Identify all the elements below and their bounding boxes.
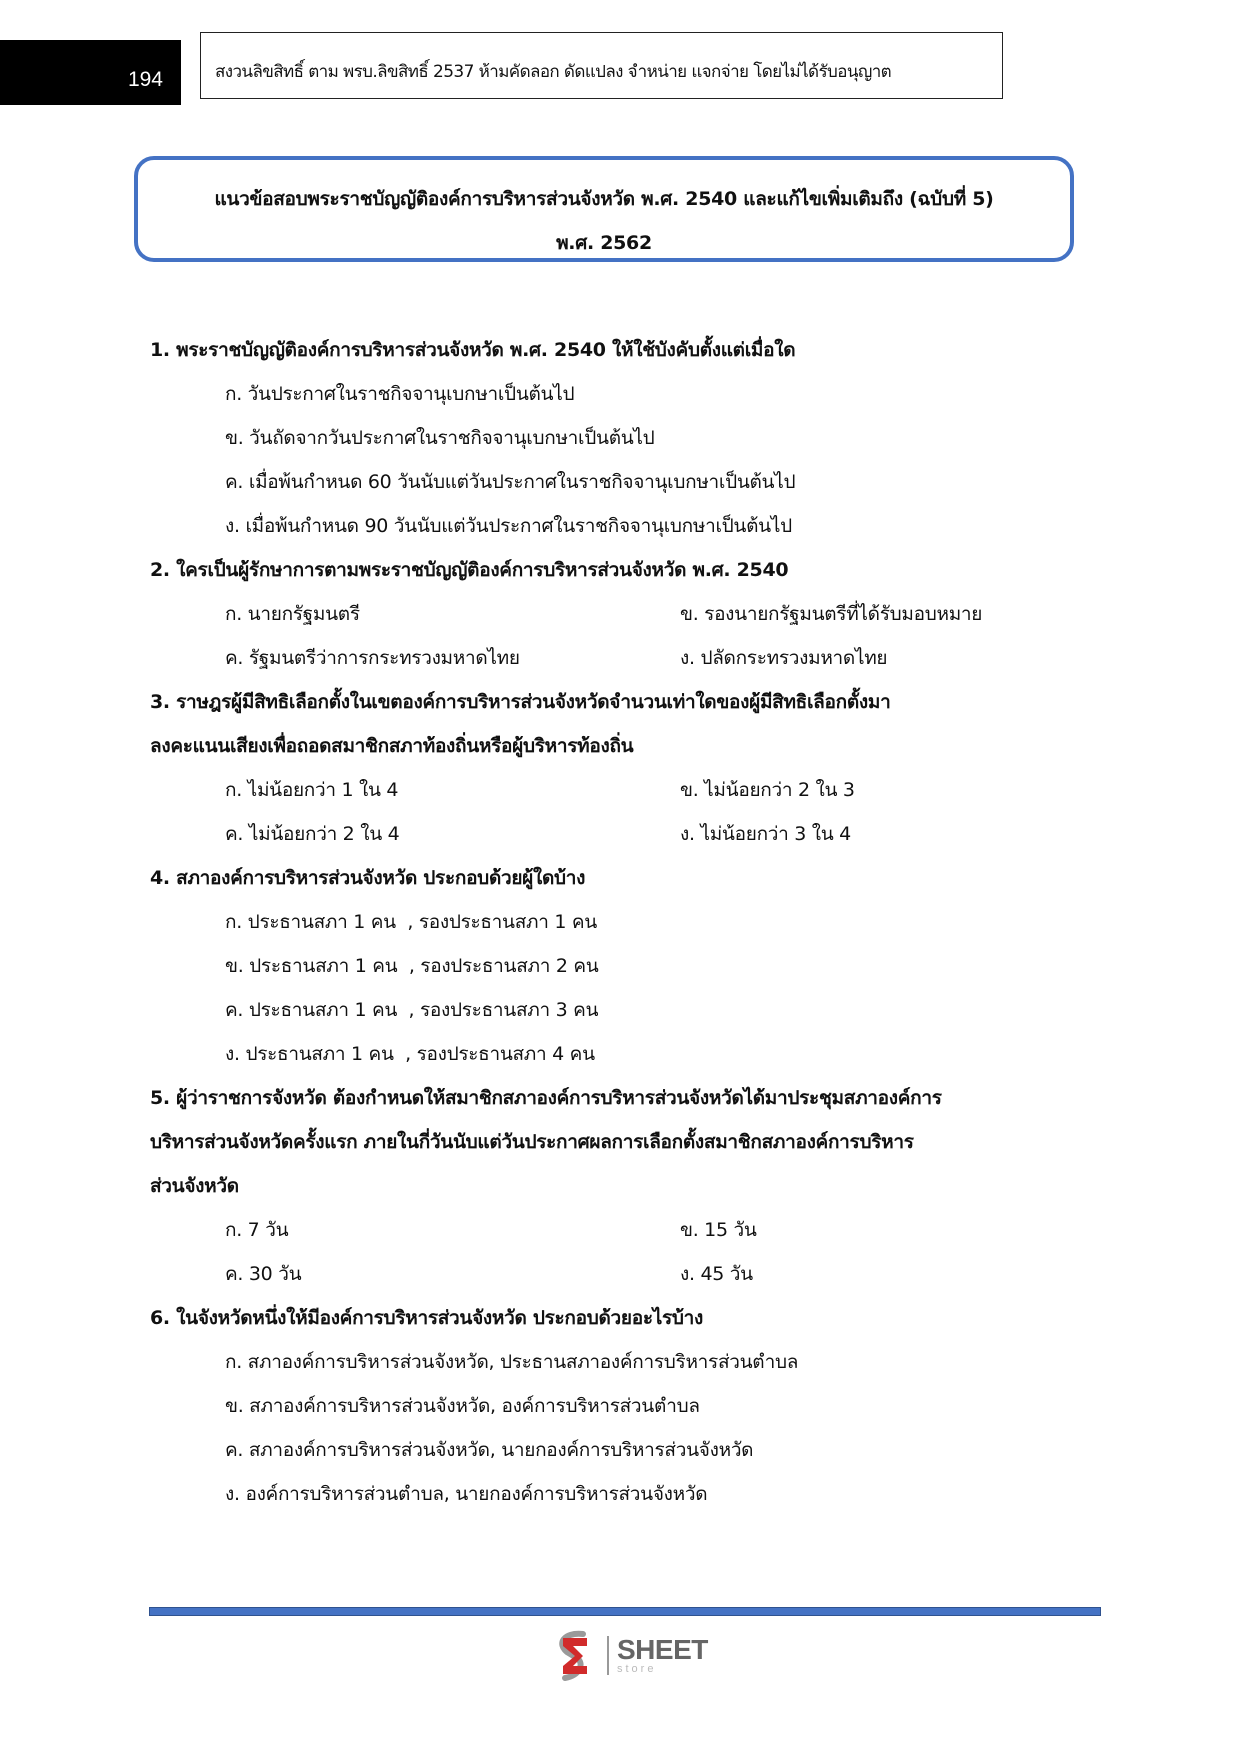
- option-a: ก. สภาองค์การบริหารส่วนจังหวัด, ประธานสภาองค์การบริหารส่วนตำบล: [225, 1351, 799, 1373]
- option-b: ข. ไม่น้อยกว่า 2 ใน 3: [680, 779, 855, 801]
- question-text: 2. ใครเป็นผู้รักษาการตามพระราชบัญญัติองค์การบริหารส่วนจังหวัด พ.ศ. 2540: [150, 559, 789, 581]
- option-a: ก. ไม่น้อยกว่า 1 ใน 4: [225, 779, 399, 801]
- question-3: [150, 680, 1100, 856]
- question-2: [150, 548, 1100, 680]
- page-number: 194: [0, 40, 181, 105]
- title-line-2: พ.ศ. 2562: [556, 232, 652, 254]
- option-d: ง. ปลัดกระทรวงมหาดไทย: [680, 647, 888, 669]
- logo-wordmark: [607, 1636, 708, 1675]
- option-a: ก. ประธานสภา 1 คน , รองประธานสภา 1 คน: [225, 911, 597, 933]
- option-b: ข. รองนายกรัฐมนตรีที่ได้รับมอบหมาย: [680, 603, 983, 625]
- copyright-notice: สงวนลิขสิทธิ์ ตาม พรบ.ลิขสิทธิ์ 2537 ห้ามคัดลอก ดัดแปลง จำหน่าย แจกจ่าย โดยไม่ได้รับอนุญาต: [200, 32, 1003, 99]
- question-5: [150, 1076, 1100, 1296]
- option-b: ข. สภาองค์การบริหารส่วนจังหวัด, องค์การบริหารส่วนตำบล: [225, 1395, 700, 1417]
- option-a: ก. นายกรัฐมนตรี: [225, 603, 360, 625]
- question-text-line-2: ลงคะแนนเสียงเพื่อถอดสมาชิกสภาท้องถิ่นหรือผู้บริหารท้องถิ่น: [150, 735, 634, 757]
- footer-divider: [149, 1607, 1101, 1616]
- sheet-store-logo: [553, 1628, 708, 1683]
- option-c: ค. ไม่น้อยกว่า 2 ใน 4: [225, 823, 400, 845]
- option-d: ง. 45 วัน: [680, 1263, 753, 1285]
- option-d: ง. องค์การบริหารส่วนตำบล, นายกองค์การบริหารส่วนจังหวัด: [225, 1483, 708, 1505]
- question-text-line-3: ส่วนจังหวัด: [150, 1175, 239, 1197]
- question-4: [150, 856, 1100, 1076]
- option-c: ค. เมื่อพ้นกำหนด 60 วันนับแต่วันประกาศในราชกิจจานุเบกษาเป็นต้นไป: [225, 471, 796, 493]
- option-c: ค. 30 วัน: [225, 1263, 302, 1285]
- question-text: 6. ในจังหวัดหนึ่งให้มีองค์การบริหารส่วนจังหวัด ประกอบด้วยอะไรบ้าง: [150, 1307, 703, 1329]
- question-list: [150, 328, 1100, 1516]
- option-d: ง. เมื่อพ้นกำหนด 90 วันนับแต่วันประกาศในราชกิจจานุเบกษาเป็นต้นไป: [225, 515, 792, 537]
- question-6: [150, 1296, 1100, 1516]
- question-text-line-1: 5. ผู้ว่าราชการจังหวัด ต้องกำหนดให้สมาชิกสภาองค์การบริหารส่วนจังหวัดได้มาประชุมสภาองค์การ: [150, 1087, 942, 1109]
- question-text-line-2: บริหารส่วนจังหวัดครั้งแรก ภายในกี่วันนับแต่วันประกาศผลการเลือกตั้งสมาชิกสภาองค์การบริหาร: [150, 1131, 914, 1153]
- option-d: ง. ประธานสภา 1 คน , รองประธานสภา 4 คน: [225, 1043, 595, 1065]
- option-d: ง. ไม่น้อยกว่า 3 ใน 4: [680, 823, 851, 845]
- title-line-1: แนวข้อสอบพระราชบัญญัติองค์การบริหารส่วนจังหวัด พ.ศ. 2540 และแก้ไขเพิ่มเติมถึง (ฉบับที่ 5): [214, 188, 994, 210]
- question-1: [150, 328, 1100, 548]
- logo-store-text: store: [617, 1663, 657, 1675]
- option-c: ค. รัฐมนตรีว่าการกระทรวงมหาดไทย: [225, 647, 520, 669]
- option-a: ก. วันประกาศในราชกิจจานุเบกษาเป็นต้นไป: [225, 383, 575, 405]
- question-text-line-1: 3. ราษฎรผู้มีสิทธิเลือกตั้งในเขตองค์การบริหารส่วนจังหวัดจำนวนเท่าใดของผู้มีสิทธิเลือกตั้งมา: [150, 691, 891, 713]
- option-c: ค. ประธานสภา 1 คน , รองประธานสภา 3 คน: [225, 999, 599, 1021]
- question-text: 1. พระราชบัญญัติองค์การบริหารส่วนจังหวัด พ.ศ. 2540 ให้ใช้บังคับตั้งแต่เมื่อใด: [150, 339, 796, 361]
- option-c: ค. สภาองค์การบริหารส่วนจังหวัด, นายกองค์การบริหารส่วนจังหวัด: [225, 1439, 754, 1461]
- option-b: ข. วันถัดจากวันประกาศในราชกิจจานุเบกษาเป็นต้นไป: [225, 427, 655, 449]
- document-title-box: [134, 156, 1074, 262]
- option-a: ก. 7 วัน: [225, 1219, 289, 1241]
- option-b: ข. ประธานสภา 1 คน , รองประธานสภา 2 คน: [225, 955, 599, 977]
- question-text: 4. สภาองค์การบริหารส่วนจังหวัด ประกอบด้วยผู้ใดบ้าง: [150, 867, 586, 889]
- sheet-store-s-icon: [553, 1630, 599, 1682]
- option-b: ข. 15 วัน: [680, 1219, 757, 1241]
- logo-sheet-text: SHEET: [617, 1634, 708, 1665]
